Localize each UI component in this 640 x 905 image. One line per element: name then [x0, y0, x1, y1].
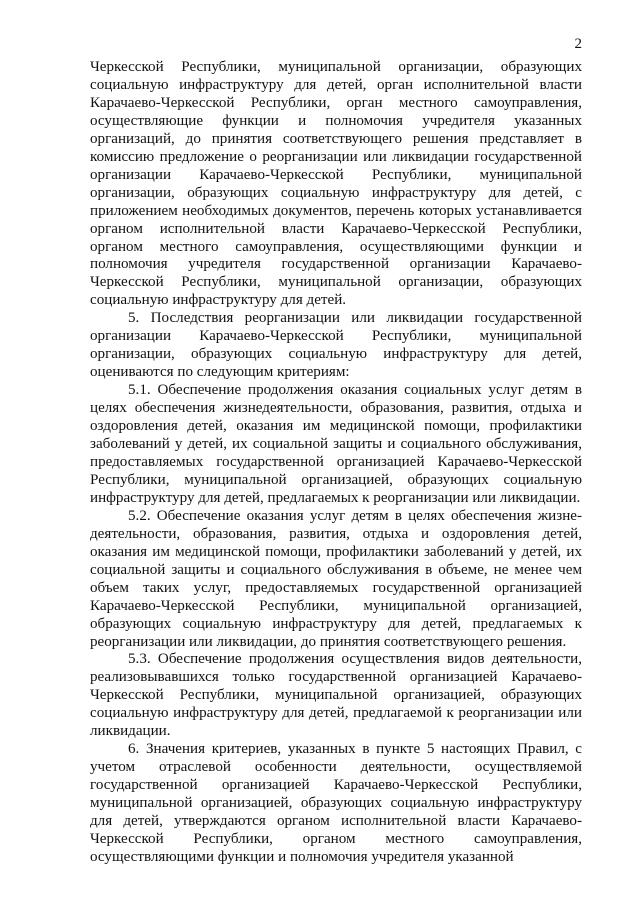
document-body — [90, 59, 582, 867]
paragraph-item-5-3: 5.3. Обеспечение продолжения осуществления видов деятельности, реализовывавшихся только государственной организацией Карачаево-Черкесской Республики, муниципальной организацией, образующих социальную инфраструктуру для детей, предлагаемой к реорганизации или ликвидации. — [90, 651, 582, 740]
paragraph-item-5-2: 5.2. Обеспечение оказания услуг детям в целях обеспечения жизне-деятельности, образования, развития, отдыха и оздоровления детей, оказания им медицинской помощи, профилактики заболеваний у детей, их социальной защиты и социального обслуживания в объеме, не менее чем объем таких услуг, предоставляемых государственной организацией Карачаево-Черкесской Республики, муниципальной организацией, образующих социальную инфраструктуру для детей, предлагаемых к реорганизации или ликвидации, до принятия соответствующего решения. — [90, 507, 582, 650]
paragraph-item-5-1: 5.1. Обеспечение продолжения оказания социальных услуг детям в целях обеспечения жизнедеятельности, образования, развития, отдыха и оздоровления детей, оказания им медицинской помощи, профилактики заболеваний у детей, их социальной защиты и социального обслуживания, предоставляемых государственной организацией Карачаево-Черкесской Республики, муниципальной организацией, образующих социальную инфраструктуру для детей, предлагаемых к реорганизации или ликвидации. — [90, 382, 582, 506]
paragraph-continuation: Черкесской Республики, муниципальной организации, образующих социальную инфраструктуру для детей, орган исполнительной власти Карачаево-Черкесской Республики, орган местного самоуправления, осуществляющие функции и полномочия учредителя указанных организаций, до принятия соответствующего решения представляет в комиссию предложение о реорганизации или ликвидации государственной организации Карачаево-Черкесской Республики, муниципальной организации, образующих социальную инфраструктуру для детей, с приложением необходимых документов, перечень которых устанавливается органом исполнительной власти Карачаево-Черкесской Республики, органом местного самоуправления, осуществляющими функции и полномочия учредителя государственной организации Карачаево-Черкесской Республики, муниципальной организации, образующих социальную инфраструктуру для детей. — [90, 59, 582, 309]
paragraph-item-5: 5. Последствия реорганизации или ликвидации государственной организации Карачаево-Черкесской Республики, муниципальной организации, образующих социальную инфраструктуру для детей, оцениваются по следующим критериям: — [90, 310, 582, 381]
page-number: 2 — [574, 36, 582, 52]
paragraph-item-6: 6. Значения критериев, указанных в пункте 5 настоящих Правил, с учетом отраслевой особенности деятельности, осуществляемой государственной организацией Карачаево-Черкесской Республики, муниципальной организацией, образующих социальную инфраструктуру для детей, утверждаются органом исполнительной власти Карачаево-Черкесской Республики, органом местного самоуправления, осуществляющими функции и полномочия учредителя указанной — [90, 741, 582, 865]
